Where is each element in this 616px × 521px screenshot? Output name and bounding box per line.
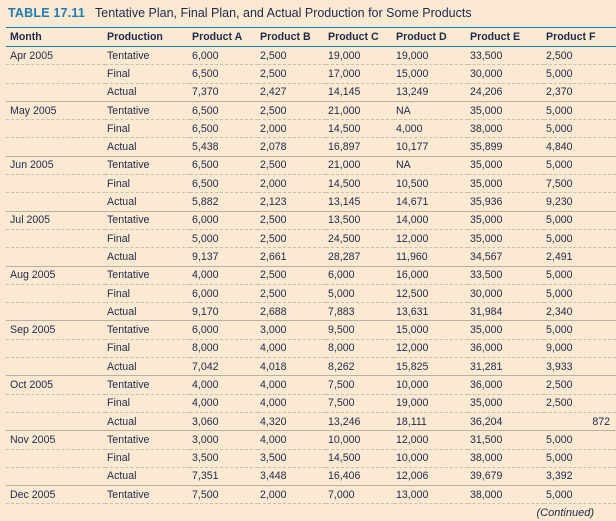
cell-product-c: 7,000 (326, 486, 394, 504)
cell-product-e: 38,000 (468, 120, 544, 138)
cell-product-e: 39,679 (468, 467, 544, 485)
cell-product-c: 7,500 (326, 376, 394, 394)
cell-product-b: 2,000 (258, 120, 326, 138)
cell-month (6, 394, 105, 412)
cell-product-a: 6,000 (190, 211, 258, 229)
cell-product-b: 2,000 (258, 486, 326, 504)
cell-product-d: 19,000 (394, 47, 468, 65)
table-row (6, 339, 616, 357)
cell-product-a: 3,000 (190, 431, 258, 449)
cell-product-a: 6,000 (190, 284, 258, 302)
cell-product-a: 6,500 (190, 65, 258, 83)
cell-product-b: 4,000 (258, 376, 326, 394)
cell-month (6, 193, 105, 211)
cell-product-f: 5,000 (544, 431, 616, 449)
cell-product-a: 4,000 (190, 376, 258, 394)
cell-product-b: 4,000 (258, 339, 326, 357)
cell-product-c: 8,262 (326, 358, 394, 376)
cell-product-e: 36,204 (468, 412, 544, 430)
cell-product-a: 7,042 (190, 358, 258, 376)
cell-month (6, 248, 105, 266)
cell-product-f: 2,500 (544, 47, 616, 65)
cell-product-d: 18,111 (394, 412, 468, 430)
cell-product-f: 5,000 (544, 156, 616, 174)
cell-product-c: 13,145 (326, 193, 394, 211)
cell-production: Final (105, 394, 190, 412)
cell-product-c: 19,000 (326, 47, 394, 65)
cell-product-d: 16,000 (394, 266, 468, 284)
cell-product-a: 4,000 (190, 266, 258, 284)
cell-product-b: 2,661 (258, 248, 326, 266)
table-row (6, 284, 616, 302)
table-title-bar (0, 0, 602, 26)
cell-product-b: 3,500 (258, 449, 326, 467)
cell-product-c: 14,500 (326, 175, 394, 193)
cell-product-a: 4,000 (190, 394, 258, 412)
table-row (6, 83, 616, 101)
cell-production: Final (105, 120, 190, 138)
table-row (6, 193, 616, 211)
cell-product-f: 2,500 (544, 394, 616, 412)
cell-product-c: 9,500 (326, 321, 394, 339)
cell-product-d: 10,000 (394, 376, 468, 394)
cell-product-b: 2,688 (258, 303, 326, 321)
cell-product-f: 2,500 (544, 376, 616, 394)
table-row (6, 229, 616, 247)
header-production: Production (105, 28, 190, 47)
cell-product-f: 2,370 (544, 83, 616, 101)
cell-product-b: 2,500 (258, 229, 326, 247)
cell-product-a: 5,438 (190, 138, 258, 156)
cell-month: Jul 2005 (6, 211, 105, 229)
cell-product-f: 9,230 (544, 193, 616, 211)
cell-month (6, 175, 105, 193)
cell-product-d: 4,000 (394, 120, 468, 138)
cell-product-c: 16,406 (326, 467, 394, 485)
cell-product-c: 5,000 (326, 284, 394, 302)
header-product-c: Product C (326, 28, 394, 47)
cell-product-f: 4,840 (544, 138, 616, 156)
cell-product-f: 2,491 (544, 248, 616, 266)
cell-product-e: 30,000 (468, 65, 544, 83)
cell-production: Tentative (105, 431, 190, 449)
cell-product-a: 6,500 (190, 175, 258, 193)
cell-product-c: 24,500 (326, 229, 394, 247)
cell-production: Tentative (105, 376, 190, 394)
cell-month: Sep 2005 (6, 321, 105, 339)
cell-product-b: 2,500 (258, 101, 326, 119)
cell-product-f: 5,000 (544, 266, 616, 284)
cell-product-e: 24,206 (468, 83, 544, 101)
cell-product-f: 5,000 (544, 284, 616, 302)
cell-product-c: 7,500 (326, 394, 394, 412)
table-row (6, 101, 616, 119)
cell-product-b: 3,000 (258, 321, 326, 339)
header-product-f: Product F (544, 28, 616, 47)
cell-product-e: 35,000 (468, 175, 544, 193)
cell-month: May 2005 (6, 101, 105, 119)
cell-product-c: 17,000 (326, 65, 394, 83)
cell-product-c: 13,246 (326, 412, 394, 430)
cell-product-f: 2,340 (544, 303, 616, 321)
cell-product-e: 35,899 (468, 138, 544, 156)
cell-product-b: 2,500 (258, 156, 326, 174)
cell-product-e: 35,000 (468, 156, 544, 174)
cell-product-d: 14,671 (394, 193, 468, 211)
cell-product-c: 14,500 (326, 449, 394, 467)
table-row (6, 65, 616, 83)
cell-month (6, 449, 105, 467)
cell-production: Final (105, 229, 190, 247)
cell-production: Actual (105, 358, 190, 376)
cell-product-d: 15,825 (394, 358, 468, 376)
cell-product-a: 6,000 (190, 47, 258, 65)
cell-product-d: 12,500 (394, 284, 468, 302)
cell-product-d: NA (394, 156, 468, 174)
cell-product-d: 13,000 (394, 486, 468, 504)
cell-product-d: 10,500 (394, 175, 468, 193)
cell-month (6, 358, 105, 376)
cell-production: Actual (105, 83, 190, 101)
cell-product-c: 21,000 (326, 101, 394, 119)
cell-product-e: 36,000 (468, 339, 544, 357)
cell-production: Final (105, 339, 190, 357)
cell-product-b: 2,500 (258, 211, 326, 229)
cell-production: Tentative (105, 266, 190, 284)
header-product-b: Product B (258, 28, 326, 47)
cell-production: Tentative (105, 486, 190, 504)
cell-product-a: 5,882 (190, 193, 258, 211)
cell-product-f: 3,933 (544, 358, 616, 376)
table-row (6, 394, 616, 412)
cell-month: Dec 2005 (6, 486, 105, 504)
cell-product-d: 13,631 (394, 303, 468, 321)
cell-month (6, 412, 105, 430)
cell-product-c: 13,500 (326, 211, 394, 229)
table-row (6, 376, 616, 394)
continued-note: (Continued) (536, 507, 594, 519)
cell-product-d: 12,000 (394, 339, 468, 357)
cell-product-a: 9,170 (190, 303, 258, 321)
cell-product-e: 35,000 (468, 211, 544, 229)
cell-product-e: 34,567 (468, 248, 544, 266)
cell-product-e: 31,281 (468, 358, 544, 376)
cell-product-b: 2,427 (258, 83, 326, 101)
header-product-e: Product E (468, 28, 544, 47)
cell-product-f: 5,000 (544, 449, 616, 467)
cell-product-a: 7,500 (190, 486, 258, 504)
cell-product-d: 10,000 (394, 449, 468, 467)
cell-month (6, 65, 105, 83)
cell-product-b: 4,320 (258, 412, 326, 430)
table-row (6, 358, 616, 376)
table-row (6, 120, 616, 138)
table-row (6, 47, 616, 65)
cell-product-a: 6,500 (190, 120, 258, 138)
cell-month: Oct 2005 (6, 376, 105, 394)
cell-product-f: 7,500 (544, 175, 616, 193)
cell-product-e: 30,000 (468, 284, 544, 302)
cell-product-e: 31,500 (468, 431, 544, 449)
cell-product-f: 5,000 (544, 321, 616, 339)
cell-product-a: 3,500 (190, 449, 258, 467)
table-row (6, 467, 616, 485)
cell-production: Final (105, 175, 190, 193)
cell-product-e: 36,000 (468, 376, 544, 394)
cell-product-a: 8,000 (190, 339, 258, 357)
cell-production: Tentative (105, 47, 190, 65)
cell-product-e: 38,000 (468, 486, 544, 504)
cell-month (6, 138, 105, 156)
table-row (6, 266, 616, 284)
cell-month (6, 339, 105, 357)
cell-product-d: 12,000 (394, 229, 468, 247)
cell-product-c: 21,000 (326, 156, 394, 174)
cell-product-b: 4,018 (258, 358, 326, 376)
cell-production: Tentative (105, 211, 190, 229)
cell-month (6, 303, 105, 321)
cell-month: Jun 2005 (6, 156, 105, 174)
cell-product-f: 3,392 (544, 467, 616, 485)
cell-product-b: 2,078 (258, 138, 326, 156)
cell-product-d: 19,000 (394, 394, 468, 412)
header-month: Month (6, 28, 105, 47)
table-label: TABLE 17.11 (8, 6, 85, 20)
cell-product-f: 9,000 (544, 339, 616, 357)
cell-product-e: 35,936 (468, 193, 544, 211)
cell-product-d: 12,006 (394, 467, 468, 485)
cell-product-a: 7,351 (190, 467, 258, 485)
cell-product-d: 15,000 (394, 321, 468, 339)
cell-month (6, 467, 105, 485)
cell-product-a: 5,000 (190, 229, 258, 247)
cell-product-f: 5,000 (544, 229, 616, 247)
table-row (6, 138, 616, 156)
cell-product-a: 6,500 (190, 101, 258, 119)
cell-product-e: 35,000 (468, 101, 544, 119)
cell-product-a: 6,500 (190, 156, 258, 174)
cell-product-f: 5,000 (544, 211, 616, 229)
cell-production: Final (105, 65, 190, 83)
cell-product-f: 872 (544, 412, 616, 430)
cell-product-c: 14,500 (326, 120, 394, 138)
cell-month (6, 284, 105, 302)
table-row (6, 248, 616, 266)
cell-product-e: 35,000 (468, 321, 544, 339)
cell-product-e: 35,000 (468, 229, 544, 247)
table-row (6, 431, 616, 449)
cell-production: Actual (105, 138, 190, 156)
cell-product-e: 38,000 (468, 449, 544, 467)
cell-product-f: 5,000 (544, 486, 616, 504)
cell-product-a: 7,370 (190, 83, 258, 101)
cell-product-d: 15,000 (394, 65, 468, 83)
cell-product-c: 28,287 (326, 248, 394, 266)
cell-month (6, 120, 105, 138)
table-row (6, 321, 616, 339)
cell-product-c: 16,897 (326, 138, 394, 156)
table-row (6, 486, 616, 504)
header-product-a: Product A (190, 28, 258, 47)
cell-production: Actual (105, 303, 190, 321)
cell-production: Actual (105, 467, 190, 485)
cell-month: Aug 2005 (6, 266, 105, 284)
cell-production: Actual (105, 248, 190, 266)
cell-product-f: 5,000 (544, 101, 616, 119)
cell-product-c: 8,000 (326, 339, 394, 357)
cell-product-a: 3,060 (190, 412, 258, 430)
production-table (6, 27, 616, 504)
cell-product-d: 10,177 (394, 138, 468, 156)
cell-product-a: 6,000 (190, 321, 258, 339)
table-title: Tentative Plan, Final Plan, and Actual Production for Some Products (95, 6, 472, 20)
table-row (6, 156, 616, 174)
cell-product-e: 35,000 (468, 394, 544, 412)
cell-product-c: 6,000 (326, 266, 394, 284)
cell-product-d: 11,960 (394, 248, 468, 266)
cell-product-d: 13,249 (394, 83, 468, 101)
cell-product-e: 33,500 (468, 266, 544, 284)
table-row (6, 211, 616, 229)
cell-product-f: 5,000 (544, 120, 616, 138)
cell-product-d: 12,000 (394, 431, 468, 449)
cell-production: Final (105, 449, 190, 467)
cell-production: Final (105, 284, 190, 302)
cell-product-e: 31,984 (468, 303, 544, 321)
cell-product-b: 4,000 (258, 431, 326, 449)
cell-product-a: 9,137 (190, 248, 258, 266)
cell-product-b: 2,500 (258, 266, 326, 284)
cell-product-b: 2,123 (258, 193, 326, 211)
cell-month (6, 229, 105, 247)
cell-production: Actual (105, 193, 190, 211)
cell-product-b: 2,500 (258, 65, 326, 83)
cell-production: Tentative (105, 156, 190, 174)
table-row (6, 449, 616, 467)
cell-product-b: 3,448 (258, 467, 326, 485)
cell-product-d: 14,000 (394, 211, 468, 229)
cell-product-d: NA (394, 101, 468, 119)
cell-product-f: 5,000 (544, 65, 616, 83)
cell-product-c: 7,883 (326, 303, 394, 321)
cell-month: Apr 2005 (6, 47, 105, 65)
table-row (6, 175, 616, 193)
cell-production: Actual (105, 412, 190, 430)
cell-product-b: 2,000 (258, 175, 326, 193)
cell-product-e: 33,500 (468, 47, 544, 65)
table-row (6, 412, 616, 430)
cell-production: Tentative (105, 101, 190, 119)
table-row (6, 303, 616, 321)
cell-product-b: 2,500 (258, 284, 326, 302)
cell-product-c: 10,000 (326, 431, 394, 449)
table-header-row (6, 28, 616, 47)
cell-product-c: 14,145 (326, 83, 394, 101)
cell-month (6, 83, 105, 101)
cell-product-b: 4,000 (258, 394, 326, 412)
cell-product-b: 2,500 (258, 47, 326, 65)
cell-month: Nov 2005 (6, 431, 105, 449)
table-body (6, 47, 616, 504)
cell-production: Tentative (105, 321, 190, 339)
header-product-d: Product D (394, 28, 468, 47)
